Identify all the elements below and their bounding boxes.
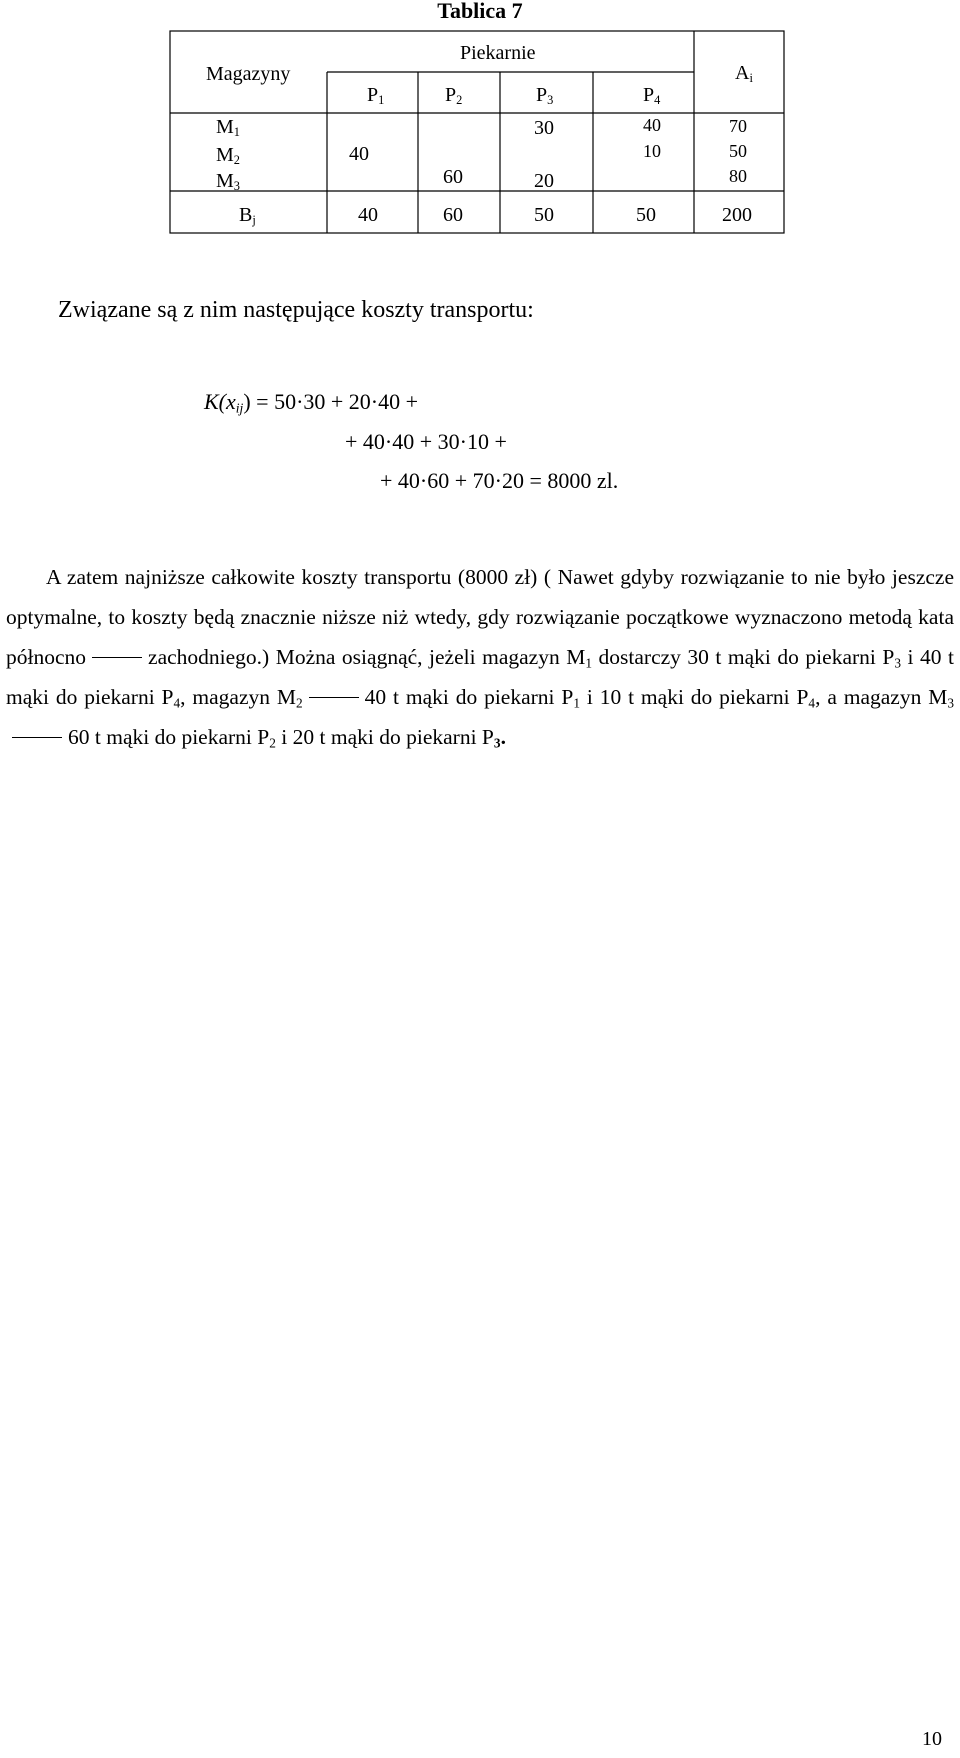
- formula-line-2: + 40·40 + 30·10 +: [345, 429, 507, 454]
- dash: [12, 737, 62, 738]
- table-col-header: $P_4$: [643, 84, 661, 108]
- table-cell: 40: [349, 143, 369, 165]
- page-number: 10: [922, 1728, 942, 1750]
- table-col-header: $P_1$: [367, 84, 385, 108]
- table-col-header: $P_2$: [445, 84, 463, 108]
- table-corner-label: Magazyny: [206, 63, 291, 85]
- table-cell: 40: [643, 115, 661, 135]
- table-col-header: $P_3$: [536, 84, 554, 108]
- table-bj-label: $B_j$: [239, 204, 256, 228]
- intro-text: Związane są z nim następujące koszty transportu:: [58, 297, 534, 323]
- table-row-label: $M_3$: [216, 170, 240, 191]
- table-cell: 10: [643, 141, 661, 161]
- table-cell-ai: 70: [729, 116, 747, 136]
- table-cell: 60: [443, 166, 463, 188]
- dash: [92, 657, 142, 658]
- table-bj-value: 50: [534, 204, 554, 226]
- table-cell-ai: 80: [729, 166, 747, 186]
- dash: [309, 697, 359, 698]
- table-bj-value: 40: [358, 204, 378, 226]
- table-row-label: $M_2$: [216, 144, 240, 168]
- table-cell: 30: [534, 117, 554, 139]
- body-paragraph: A zatem najniższe całkowite koszty transportu (8000 zł) ( Nawet gdyby rozwiązanie to nie było jeszcze optymalne, to koszty będą znacznie niższe niż wtedy, gdy rozwiązanie początkowe wyznaczono metodą kata północno zachodniego.) Można osiągnąć, jeżeli magazyn $M_1$ dostarczy 30 t mąki do piekarni $P_3$ i 40 t mąki do piekarni $P_4$, magazyn $M_2$ 40 t mąki do piekarni $P_1$ i 10 t mąki do piekarni $P_4$, a magazyn $M_360$ t mąki do piekarni $P_2$ i 20 t mąki do piekarni P3.: [6, 565, 954, 751]
- table-title: Tablica 7: [437, 0, 523, 23]
- table-row-label: $M_1$: [216, 116, 240, 140]
- table-bj-value: 50: [636, 204, 656, 226]
- table-frame: [0, 0, 960, 240]
- table-cell-ai: 50: [729, 141, 747, 161]
- table-bj-value: 60: [443, 204, 463, 226]
- table-cell: 20: [534, 170, 554, 192]
- formula-line-3: + 40·60 + 70·20 = 8000 zl.: [380, 468, 619, 493]
- formula-line-1: $K(x_{ij}) = 50\cdot 30 + 20\cdot 40$ +: [204, 389, 419, 416]
- table-total: 200: [722, 204, 752, 226]
- table-group-label: Piekarnie: [460, 42, 536, 64]
- table-ai-header: $A_i$: [735, 62, 753, 86]
